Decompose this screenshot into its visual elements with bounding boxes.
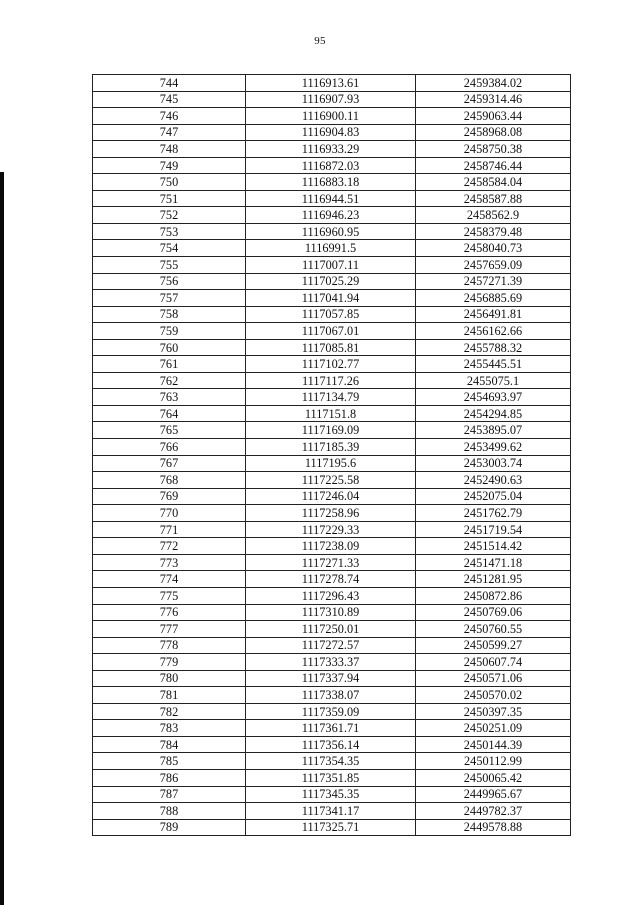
point-number-cell: 789 xyxy=(93,819,246,836)
x-coordinate-cell: 1117134.79 xyxy=(246,389,416,406)
table-row xyxy=(93,803,571,820)
x-coordinate-cell: 1117007.11 xyxy=(246,257,416,274)
table-row xyxy=(93,819,571,836)
y-coordinate-cell: 2459063.44 xyxy=(416,108,571,125)
y-coordinate-cell: 2449965.67 xyxy=(416,786,571,803)
table-row xyxy=(93,571,571,588)
table-row xyxy=(93,654,571,671)
point-number-cell: 777 xyxy=(93,621,246,638)
x-coordinate-cell: 1116900.11 xyxy=(246,108,416,125)
x-coordinate-cell: 1117238.09 xyxy=(246,538,416,555)
y-coordinate-cell: 2453003.74 xyxy=(416,455,571,472)
table-row xyxy=(93,389,571,406)
y-coordinate-cell: 2449782.37 xyxy=(416,803,571,820)
point-number-cell: 783 xyxy=(93,720,246,737)
y-coordinate-cell: 2458587.88 xyxy=(416,190,571,207)
y-coordinate-cell: 2452490.63 xyxy=(416,472,571,489)
point-number-cell: 744 xyxy=(93,75,246,92)
y-coordinate-cell: 2450251.09 xyxy=(416,720,571,737)
x-coordinate-cell: 1117185.39 xyxy=(246,439,416,456)
y-coordinate-cell: 2453895.07 xyxy=(416,422,571,439)
x-coordinate-cell: 1117151.8 xyxy=(246,405,416,422)
x-coordinate-cell: 1117296.43 xyxy=(246,587,416,604)
point-number-cell: 757 xyxy=(93,290,246,307)
x-coordinate-cell: 1117250.01 xyxy=(246,621,416,638)
point-number-cell: 781 xyxy=(93,687,246,704)
x-coordinate-cell: 1117225.58 xyxy=(246,472,416,489)
x-coordinate-cell: 1117337.94 xyxy=(246,670,416,687)
x-coordinate-cell: 1117351.85 xyxy=(246,769,416,786)
table-row xyxy=(93,290,571,307)
table-row xyxy=(93,687,571,704)
table-row xyxy=(93,141,571,158)
x-coordinate-cell: 1116946.23 xyxy=(246,207,416,224)
x-coordinate-cell: 1117258.96 xyxy=(246,505,416,522)
point-number-cell: 765 xyxy=(93,422,246,439)
x-coordinate-cell: 1117361.71 xyxy=(246,720,416,737)
y-coordinate-cell: 2457271.39 xyxy=(416,273,571,290)
y-coordinate-cell: 2450570.02 xyxy=(416,687,571,704)
point-number-cell: 774 xyxy=(93,571,246,588)
page-number: 95 xyxy=(314,35,326,47)
point-number-cell: 782 xyxy=(93,703,246,720)
table-row xyxy=(93,587,571,604)
table-row xyxy=(93,422,571,439)
x-coordinate-cell: 1117356.14 xyxy=(246,736,416,753)
y-coordinate-cell: 2456885.69 xyxy=(416,290,571,307)
point-number-cell: 753 xyxy=(93,223,246,240)
x-coordinate-cell: 1117354.35 xyxy=(246,753,416,770)
y-coordinate-cell: 2455445.51 xyxy=(416,356,571,373)
y-coordinate-cell: 2449578.88 xyxy=(416,819,571,836)
point-number-cell: 764 xyxy=(93,405,246,422)
y-coordinate-cell: 2450112.99 xyxy=(416,753,571,770)
table-row xyxy=(93,240,571,257)
y-coordinate-cell: 2458584.04 xyxy=(416,174,571,191)
x-coordinate-cell: 1117359.09 xyxy=(246,703,416,720)
point-number-cell: 775 xyxy=(93,587,246,604)
point-number-cell: 755 xyxy=(93,257,246,274)
x-coordinate-cell: 1117057.85 xyxy=(246,306,416,323)
point-number-cell: 769 xyxy=(93,488,246,505)
table-row xyxy=(93,637,571,654)
point-number-cell: 776 xyxy=(93,604,246,621)
y-coordinate-cell: 2450769.06 xyxy=(416,604,571,621)
point-number-cell: 749 xyxy=(93,157,246,174)
x-coordinate-cell: 1116960.95 xyxy=(246,223,416,240)
x-coordinate-cell: 1117325.71 xyxy=(246,819,416,836)
table-row xyxy=(93,372,571,389)
point-number-cell: 760 xyxy=(93,339,246,356)
table-row xyxy=(93,91,571,108)
y-coordinate-cell: 2451514.42 xyxy=(416,538,571,555)
y-coordinate-cell: 2450872.86 xyxy=(416,587,571,604)
table-row xyxy=(93,670,571,687)
y-coordinate-cell: 2459384.02 xyxy=(416,75,571,92)
point-number-cell: 771 xyxy=(93,521,246,538)
table-row xyxy=(93,190,571,207)
y-coordinate-cell: 2450607.74 xyxy=(416,654,571,671)
point-number-cell: 770 xyxy=(93,505,246,522)
table-row xyxy=(93,621,571,638)
x-coordinate-cell: 1117272.57 xyxy=(246,637,416,654)
table-row xyxy=(93,720,571,737)
y-coordinate-cell: 2451471.18 xyxy=(416,554,571,571)
y-coordinate-cell: 2458750.38 xyxy=(416,141,571,158)
table-body xyxy=(93,75,571,836)
x-coordinate-cell: 1117169.09 xyxy=(246,422,416,439)
x-coordinate-cell: 1117310.89 xyxy=(246,604,416,621)
x-coordinate-cell: 1117102.77 xyxy=(246,356,416,373)
y-coordinate-cell: 2455788.32 xyxy=(416,339,571,356)
table-row xyxy=(93,356,571,373)
x-coordinate-cell: 1117278.74 xyxy=(246,571,416,588)
y-coordinate-cell: 2457659.09 xyxy=(416,257,571,274)
y-coordinate-cell: 2451762.79 xyxy=(416,505,571,522)
y-coordinate-cell: 2450144.39 xyxy=(416,736,571,753)
table-row xyxy=(93,257,571,274)
x-coordinate-cell: 1116872.03 xyxy=(246,157,416,174)
x-coordinate-cell: 1117345.35 xyxy=(246,786,416,803)
point-number-cell: 746 xyxy=(93,108,246,125)
y-coordinate-cell: 2453499.62 xyxy=(416,439,571,456)
table-row xyxy=(93,604,571,621)
x-coordinate-cell: 1117067.01 xyxy=(246,323,416,340)
y-coordinate-cell: 2458040.73 xyxy=(416,240,571,257)
point-number-cell: 780 xyxy=(93,670,246,687)
point-number-cell: 768 xyxy=(93,472,246,489)
x-coordinate-cell: 1117229.33 xyxy=(246,521,416,538)
x-coordinate-cell: 1117333.37 xyxy=(246,654,416,671)
x-coordinate-cell: 1116913.61 xyxy=(246,75,416,92)
point-number-cell: 756 xyxy=(93,273,246,290)
y-coordinate-cell: 2458562.9 xyxy=(416,207,571,224)
point-number-cell: 763 xyxy=(93,389,246,406)
x-coordinate-cell: 1116904.83 xyxy=(246,124,416,141)
table-row xyxy=(93,174,571,191)
table-row xyxy=(93,769,571,786)
point-number-cell: 787 xyxy=(93,786,246,803)
table-row xyxy=(93,455,571,472)
y-coordinate-cell: 2450065.42 xyxy=(416,769,571,786)
point-number-cell: 762 xyxy=(93,372,246,389)
table-row xyxy=(93,488,571,505)
y-coordinate-cell: 2454294.85 xyxy=(416,405,571,422)
table-row xyxy=(93,157,571,174)
point-number-cell: 754 xyxy=(93,240,246,257)
y-coordinate-cell: 2450760.55 xyxy=(416,621,571,638)
x-coordinate-cell: 1117117.26 xyxy=(246,372,416,389)
table-row xyxy=(93,521,571,538)
x-coordinate-cell: 1117246.04 xyxy=(246,488,416,505)
y-coordinate-cell: 2458746.44 xyxy=(416,157,571,174)
x-coordinate-cell: 1117271.33 xyxy=(246,554,416,571)
point-number-cell: 778 xyxy=(93,637,246,654)
table-row xyxy=(93,75,571,92)
table-row xyxy=(93,538,571,555)
point-number-cell: 788 xyxy=(93,803,246,820)
point-number-cell: 745 xyxy=(93,91,246,108)
point-number-cell: 767 xyxy=(93,455,246,472)
point-number-cell: 748 xyxy=(93,141,246,158)
x-coordinate-cell: 1117195.6 xyxy=(246,455,416,472)
y-coordinate-cell: 2455075.1 xyxy=(416,372,571,389)
table-row xyxy=(93,753,571,770)
table-row xyxy=(93,108,571,125)
point-number-cell: 766 xyxy=(93,439,246,456)
y-coordinate-cell: 2451281.95 xyxy=(416,571,571,588)
point-number-cell: 750 xyxy=(93,174,246,191)
table-row xyxy=(93,273,571,290)
y-coordinate-cell: 2450397.35 xyxy=(416,703,571,720)
y-coordinate-cell: 2458968.08 xyxy=(416,124,571,141)
y-coordinate-cell: 2450571.06 xyxy=(416,670,571,687)
y-coordinate-cell: 2452075.04 xyxy=(416,488,571,505)
table-row xyxy=(93,223,571,240)
point-number-cell: 752 xyxy=(93,207,246,224)
point-number-cell: 785 xyxy=(93,753,246,770)
x-coordinate-cell: 1116944.51 xyxy=(246,190,416,207)
y-coordinate-cell: 2459314.46 xyxy=(416,91,571,108)
x-coordinate-cell: 1117341.17 xyxy=(246,803,416,820)
point-number-cell: 786 xyxy=(93,769,246,786)
table-row xyxy=(93,124,571,141)
table-row xyxy=(93,405,571,422)
x-coordinate-cell: 1117041.94 xyxy=(246,290,416,307)
x-coordinate-cell: 1116933.29 xyxy=(246,141,416,158)
scan-edge-bar xyxy=(0,172,4,905)
table-row xyxy=(93,786,571,803)
point-number-cell: 759 xyxy=(93,323,246,340)
point-number-cell: 773 xyxy=(93,554,246,571)
x-coordinate-cell: 1116907.93 xyxy=(246,91,416,108)
point-number-cell: 779 xyxy=(93,654,246,671)
y-coordinate-cell: 2456491.81 xyxy=(416,306,571,323)
coordinate-table xyxy=(92,74,571,836)
point-number-cell: 751 xyxy=(93,190,246,207)
x-coordinate-cell: 1116991.5 xyxy=(246,240,416,257)
table-row xyxy=(93,323,571,340)
point-number-cell: 758 xyxy=(93,306,246,323)
table-row xyxy=(93,736,571,753)
table-row xyxy=(93,306,571,323)
x-coordinate-cell: 1117338.07 xyxy=(246,687,416,704)
table-row xyxy=(93,703,571,720)
table-row xyxy=(93,439,571,456)
y-coordinate-cell: 2458379.48 xyxy=(416,223,571,240)
table-row xyxy=(93,207,571,224)
x-coordinate-cell: 1117025.29 xyxy=(246,273,416,290)
table-row xyxy=(93,339,571,356)
point-number-cell: 747 xyxy=(93,124,246,141)
point-number-cell: 772 xyxy=(93,538,246,555)
table-row xyxy=(93,554,571,571)
x-coordinate-cell: 1117085.81 xyxy=(246,339,416,356)
point-number-cell: 784 xyxy=(93,736,246,753)
table-row xyxy=(93,505,571,522)
y-coordinate-cell: 2454693.97 xyxy=(416,389,571,406)
x-coordinate-cell: 1116883.18 xyxy=(246,174,416,191)
point-number-cell: 761 xyxy=(93,356,246,373)
table-row xyxy=(93,472,571,489)
y-coordinate-cell: 2456162.66 xyxy=(416,323,571,340)
y-coordinate-cell: 2450599.27 xyxy=(416,637,571,654)
y-coordinate-cell: 2451719.54 xyxy=(416,521,571,538)
